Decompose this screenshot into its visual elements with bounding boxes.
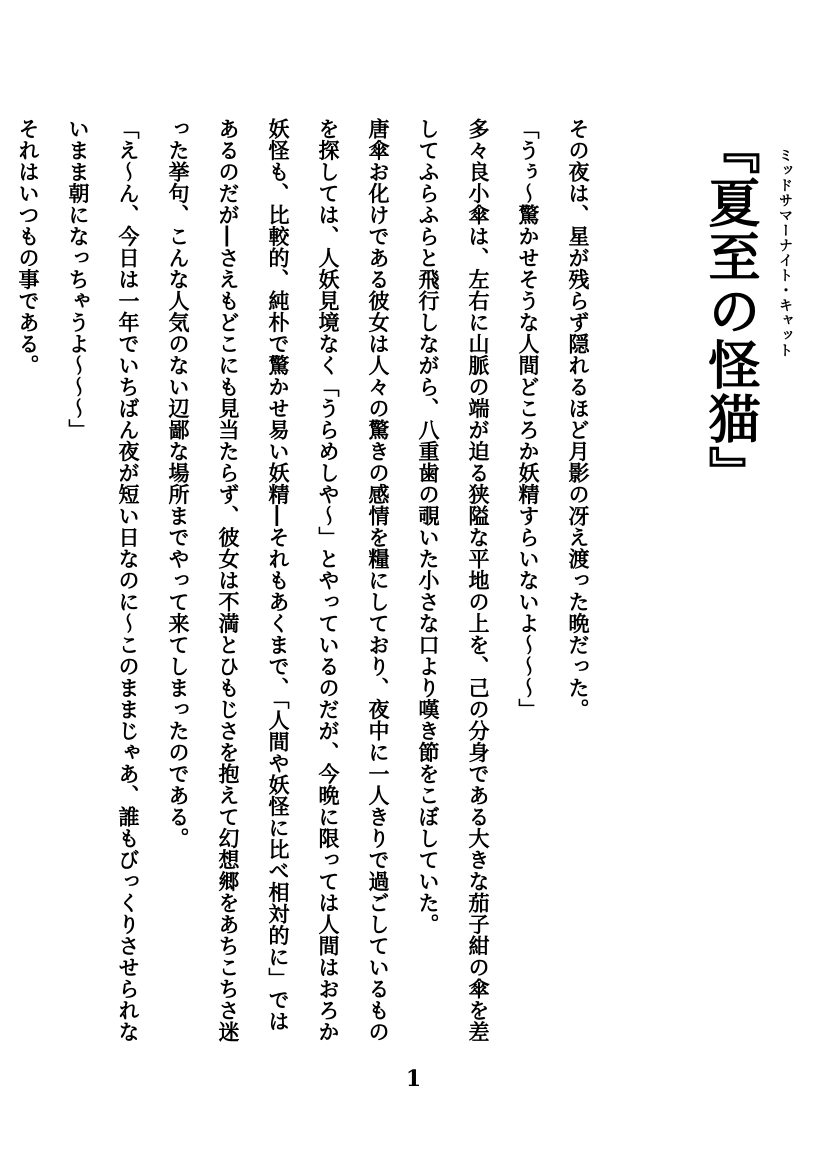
paragraph: 唐傘お化けである彼女は人々の驚きの感情を糧にしており、夜中に一人きりで過ごしているものを探しては、人妖見境なく「うらめしや〜」とやっているのだが、今晩に限っては人間はおろか妖怪も、比較的、純朴で驚かせ易い妖精―それもあくまで、「人間や妖怪に比べ相対的に」ではあるのだが―さえもどこにも見当たらず、彼女は不満とひもじさを抱えて幻想郷をあちこちさ迷った挙句、こんな人気のない辺鄙な場所までやって来てしまったのである。 <box>166 118 390 1043</box>
story-title: 『夏至の怪猫』 <box>699 122 759 500</box>
paragraph: 「え〜ん、今日は一年でいちばん夜が短い日なのに〜このままじゃあ、誰もびっくりさせられないまま朝になっちゃうよ〜〜〜」 <box>66 118 140 1043</box>
page-number: 1 <box>405 1066 422 1092</box>
title-ruby: ミッドサマーナイト・キャット <box>777 148 793 358</box>
paragraph: 多々良小傘は、左右に山脈の端が迫る狭隘な平地の上を、己の分身である大きな茄子紺の傘を差してふらふらと飛行しながら、八重歯の覗いた小さな口より嘆き節をこぼしていた。 <box>416 118 490 1043</box>
paragraph: それはいつもの事である。 <box>16 118 40 376</box>
story-body <box>16 118 603 1048</box>
paragraph <box>0 118 3 1048</box>
paragraph: 「うぅ〜驚かせそうな人間どころか妖精すらいないよ〜〜〜」 <box>516 118 540 720</box>
paragraph: その夜は、星が残らず隠れるほど月影の冴え渡った晩だった。 <box>566 118 590 720</box>
